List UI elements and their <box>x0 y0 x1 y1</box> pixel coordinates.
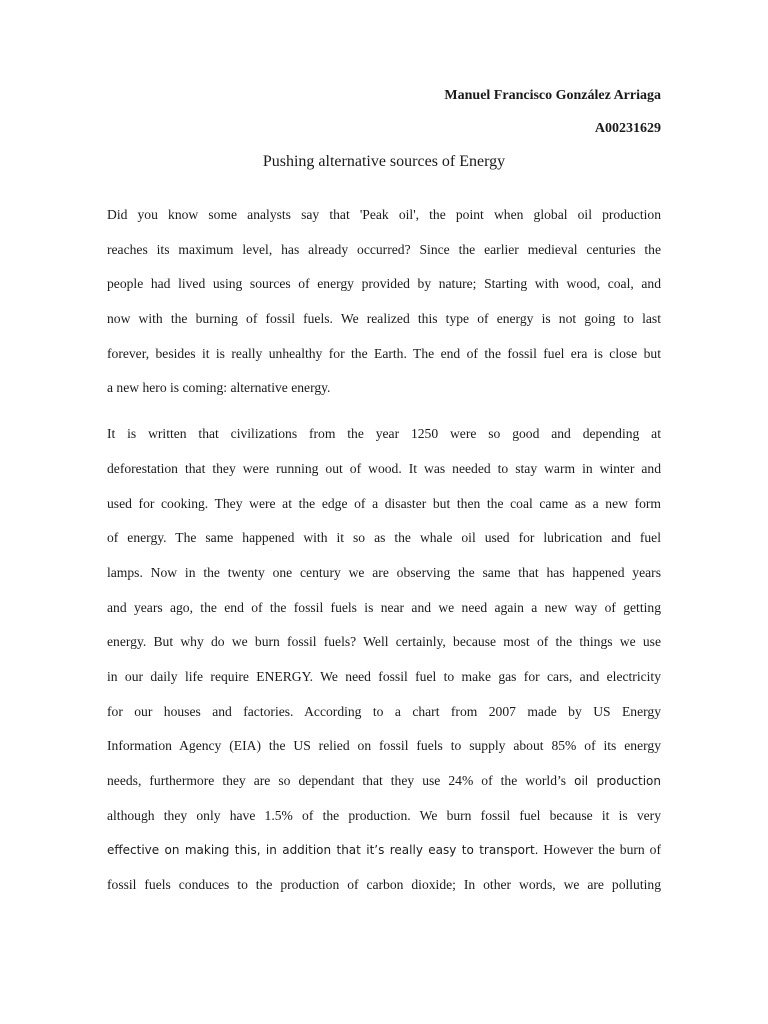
author-name: Manuel Francisco González Arriaga <box>444 88 661 103</box>
document-title: Pushing alternative sources of Energy <box>262 153 506 170</box>
text-segment: However the burn of <box>538 842 662 858</box>
paragraph-1 <box>107 198 661 406</box>
text-line-mixed <box>107 833 661 868</box>
text-line: of energy. The same happened with it so as the whale oil used for lubrication and fuel <box>107 530 661 546</box>
text-line: deforestation that they were running out of wood. It was needed to stay warm in winter and <box>107 460 661 476</box>
text-line: in our daily life require ENERGY. We need fossil fuel to make gas for cars, and electricity <box>107 668 661 684</box>
text-line: forever, besides it is really unhealthy for the Earth. The end of the fossil fuel era is close but <box>107 345 661 361</box>
text-line: lamps. Now in the twenty one century we are observing the same that has happened years <box>107 564 661 580</box>
text-line: and years ago, the end of the fossil fuels is near and we need again a new way of getting <box>107 599 661 615</box>
document-body <box>107 198 661 914</box>
student-id: A00231629 <box>594 121 661 136</box>
text-segment: needs, furthermore they are so dependant that they use 24% of the world’s <box>107 773 575 788</box>
text-line: people had lived using sources of energy provided by nature; Starting with wood, coal, and <box>107 276 661 292</box>
text-line: for our houses and factories. According to a chart from 2007 made by US Energy <box>107 703 661 719</box>
text-line: now with the burning of fossil fuels. We realized this type of energy is not going to last <box>107 311 661 327</box>
text-line: a new hero is coming: alternative energy. <box>107 380 331 396</box>
text-segment-sans: oil production <box>574 774 661 788</box>
text-line: Did you know some analysts say that 'Peak oil', the point when global oil production <box>107 207 661 222</box>
text-line: It is written that civilizations from the year 1250 were so good and depending at <box>107 426 661 442</box>
text-line: reaches its maximum level, has already occurred? Since the earlier medieval centuries the <box>107 241 661 257</box>
text-segment-sans: effective on making this, in addition that it’s really easy to transport. <box>107 843 539 858</box>
text-line: Information Agency (EIA) the US relied on fossil fuels to supply about 85% of its energy <box>107 738 661 754</box>
text-line: energy. But why do we burn fossil fuels? Well certainly, because most of the things we use <box>107 634 661 650</box>
text-line: used for cooking. They were at the edge of a disaster but then the coal came as a new form <box>107 495 661 511</box>
text-line: although they only have 1.5% of the production. We burn fossil fuel because it is very <box>107 807 661 823</box>
text-line: fossil fuels conduces to the production of carbon dioxide; In other words, we are polluting <box>107 877 661 893</box>
text-line-mixed <box>107 764 661 799</box>
paragraph-2 <box>107 417 661 903</box>
